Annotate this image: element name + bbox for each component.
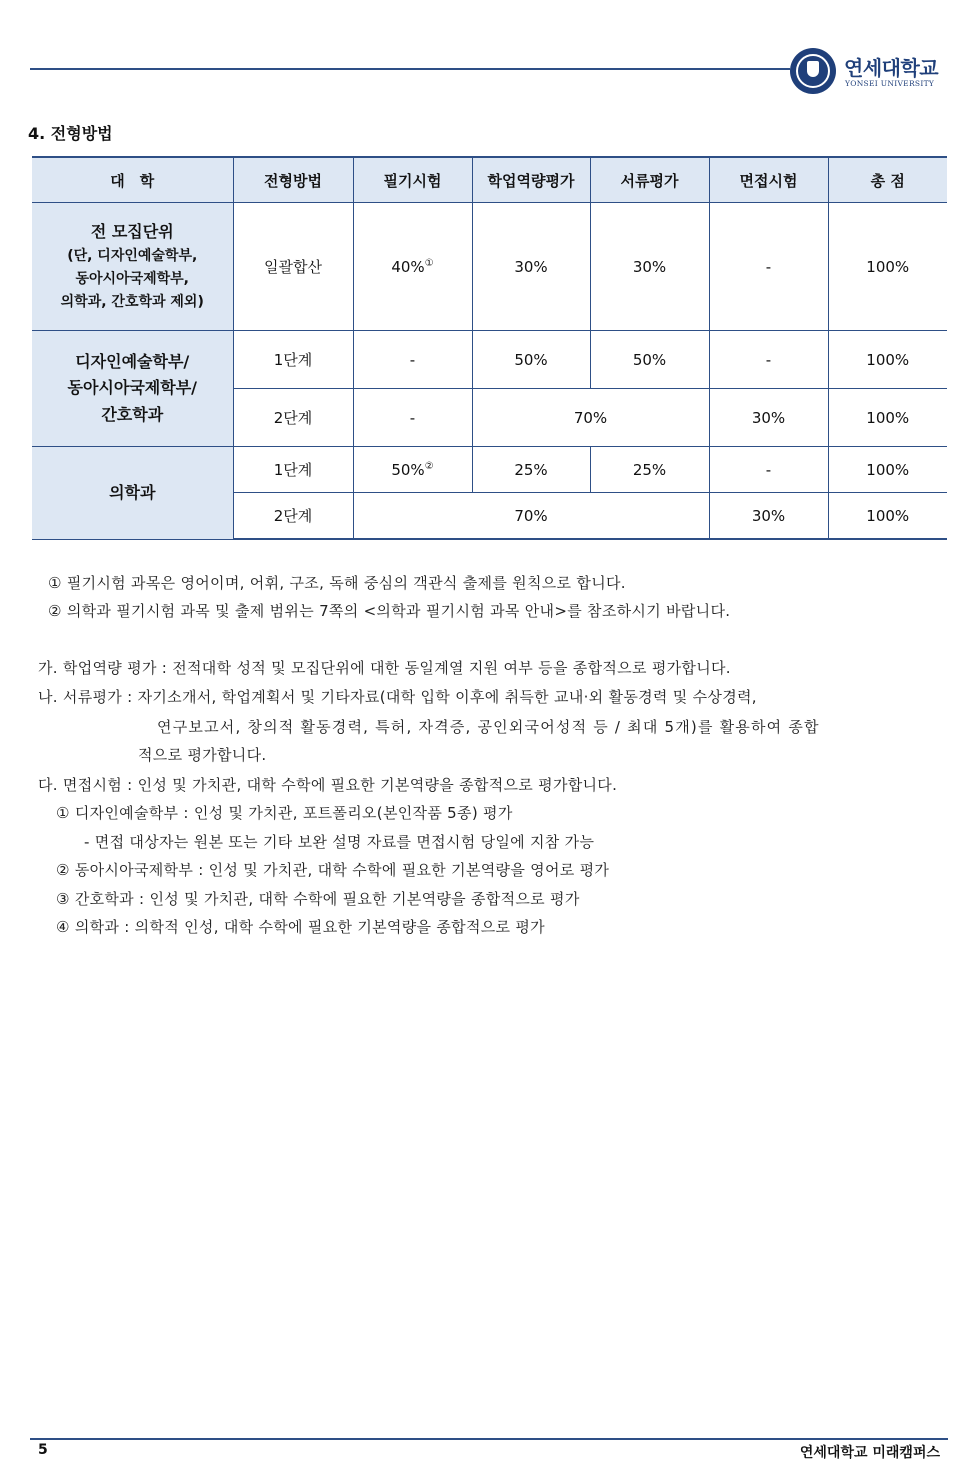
interview-cell: -: [709, 447, 828, 493]
written-cell: [353, 447, 472, 493]
paragraph-na-line2: 연구보고서, 창의적 활동경력, 특허, 자격증, 공인외국어성적 등 / 최대 5개)를 활용하여 종합: [157, 718, 820, 736]
total-cell: 100%: [828, 493, 947, 540]
academic-cell: 30%: [472, 203, 590, 331]
interview-cell: 30%: [709, 389, 828, 447]
paragraph-na-line3: 적으로 평가합니다.: [138, 746, 267, 764]
footnote-mark: ①: [424, 257, 434, 269]
logo-korean-text: 연세대학교: [844, 56, 939, 80]
paragraph-da-4: ④ 의학과 : 의학적 인성, 대학 수학에 필요한 기본역량을 종합적으로 평가: [56, 918, 545, 936]
academic-cell: 25%: [472, 447, 590, 493]
paragraph-da-1-sub: - 면접 대상자는 원본 또는 기타 보완 설명 자료를 면접시험 당일에 지참 가능: [84, 833, 595, 851]
document-cell: 50%: [590, 331, 709, 389]
academic-document-merged-cell: 70%: [472, 389, 709, 447]
paragraph-da-2: ② 동아시아국제학부 : 인성 및 가치관, 대학 수학에 필요한 기본역량을 영어로 평가: [56, 861, 610, 879]
unit-line: 동아시아국제학부/: [67, 378, 197, 398]
written-cell: -: [353, 389, 472, 447]
header-total: 총 점: [828, 157, 947, 203]
method-cell: 일괄합산: [233, 203, 353, 331]
total-cell: 100%: [828, 389, 947, 447]
admission-method-table: [32, 156, 947, 540]
unit-cell-medicine: [32, 447, 233, 540]
yonsei-emblem-icon: [790, 48, 836, 94]
logo-english-text: YONSEI UNIVERSITY: [845, 79, 935, 88]
header-document-eval: 서류평가: [590, 157, 709, 203]
total-cell: 100%: [828, 331, 947, 389]
paragraph-ga: 가. 학업역량 평가 : 전적대학 성적 및 모집단위에 대한 동일계열 지원 여부 등을 종합적으로 평가합니다.: [38, 659, 731, 677]
interview-cell: 30%: [709, 493, 828, 540]
written-cell: [353, 203, 472, 331]
unit-cell-all: [32, 203, 233, 331]
paragraph-da-3: ③ 간호학과 : 인성 및 가치관, 대학 수학에 필요한 기본역량을 종합적으로 평가: [56, 890, 580, 908]
footnote-mark: ②: [424, 460, 434, 472]
table-row: [32, 331, 947, 389]
page-number: 5: [38, 1442, 48, 1458]
written-value: 40%: [391, 257, 425, 276]
paragraph-da-1: ① 디자인예술학부 : 인성 및 가치관, 포트폴리오(본인작품 5종) 평가: [56, 804, 513, 822]
header-rule: [30, 68, 790, 70]
table-row: [32, 203, 947, 331]
method-cell: 1단계: [233, 331, 353, 389]
unit-line: 전 모집단위: [90, 221, 174, 241]
unit-line: 간호학과: [101, 404, 164, 424]
written-academic-document-merged-cell: 70%: [353, 493, 709, 540]
total-cell: 100%: [828, 447, 947, 493]
document-cell: 25%: [590, 447, 709, 493]
header-method: 전형방법: [233, 157, 353, 203]
header-written-exam: 필기시험: [353, 157, 472, 203]
written-value: 50%: [391, 460, 425, 479]
section-title: 4. 전형방법: [28, 124, 113, 143]
academic-cell: 50%: [472, 331, 590, 389]
table-header-row: [32, 157, 947, 203]
method-cell: 2단계: [233, 389, 353, 447]
interview-cell: -: [709, 331, 828, 389]
header-interview: 면접시험: [709, 157, 828, 203]
university-logo: [790, 46, 950, 96]
interview-cell: -: [709, 203, 828, 331]
written-cell: -: [353, 331, 472, 389]
unit-cell-design-intl-nursing: [32, 331, 233, 447]
unit-line: 디자인예술학부/: [75, 351, 190, 371]
method-cell: 2단계: [233, 493, 353, 540]
header-university: 대 학: [32, 157, 233, 203]
paragraph-na-line1: 나. 서류평가 : 자기소개서, 학업계획서 및 기타자료(대학 입학 이후에 취득한 교내·외 활동경력 및 수상경력,: [38, 688, 757, 706]
unit-line: (단, 디자인예술학부,: [67, 248, 198, 265]
unit-line: 의학과: [109, 482, 156, 502]
paragraph-da: 다. 면접시험 : 인성 및 가치관, 대학 수학에 필요한 기본역량을 종합적으로 평가합니다.: [38, 776, 618, 794]
footer-title: 연세대학교 미래캠퍼스: [799, 1445, 940, 1461]
footer-rule: [30, 1438, 948, 1440]
footnote-1: ① 필기시험 과목은 영어이며, 어휘, 구조, 독해 중심의 객관식 출제를 원칙으로 합니다.: [48, 574, 626, 592]
table-row: [32, 447, 947, 493]
unit-line: 동아시아국제학부,: [75, 271, 189, 288]
document-cell: 30%: [590, 203, 709, 331]
method-cell: 1단계: [233, 447, 353, 493]
total-cell: 100%: [828, 203, 947, 331]
header-academic-eval: 학업역량평가: [472, 157, 590, 203]
unit-line: 의학과, 간호학과 제외): [60, 294, 204, 311]
footnote-2: ② 의학과 필기시험 과목 및 출제 범위는 7쪽의 <의학과 필기시험 과목 안내>를 참조하시기 바랍니다.: [48, 602, 731, 620]
